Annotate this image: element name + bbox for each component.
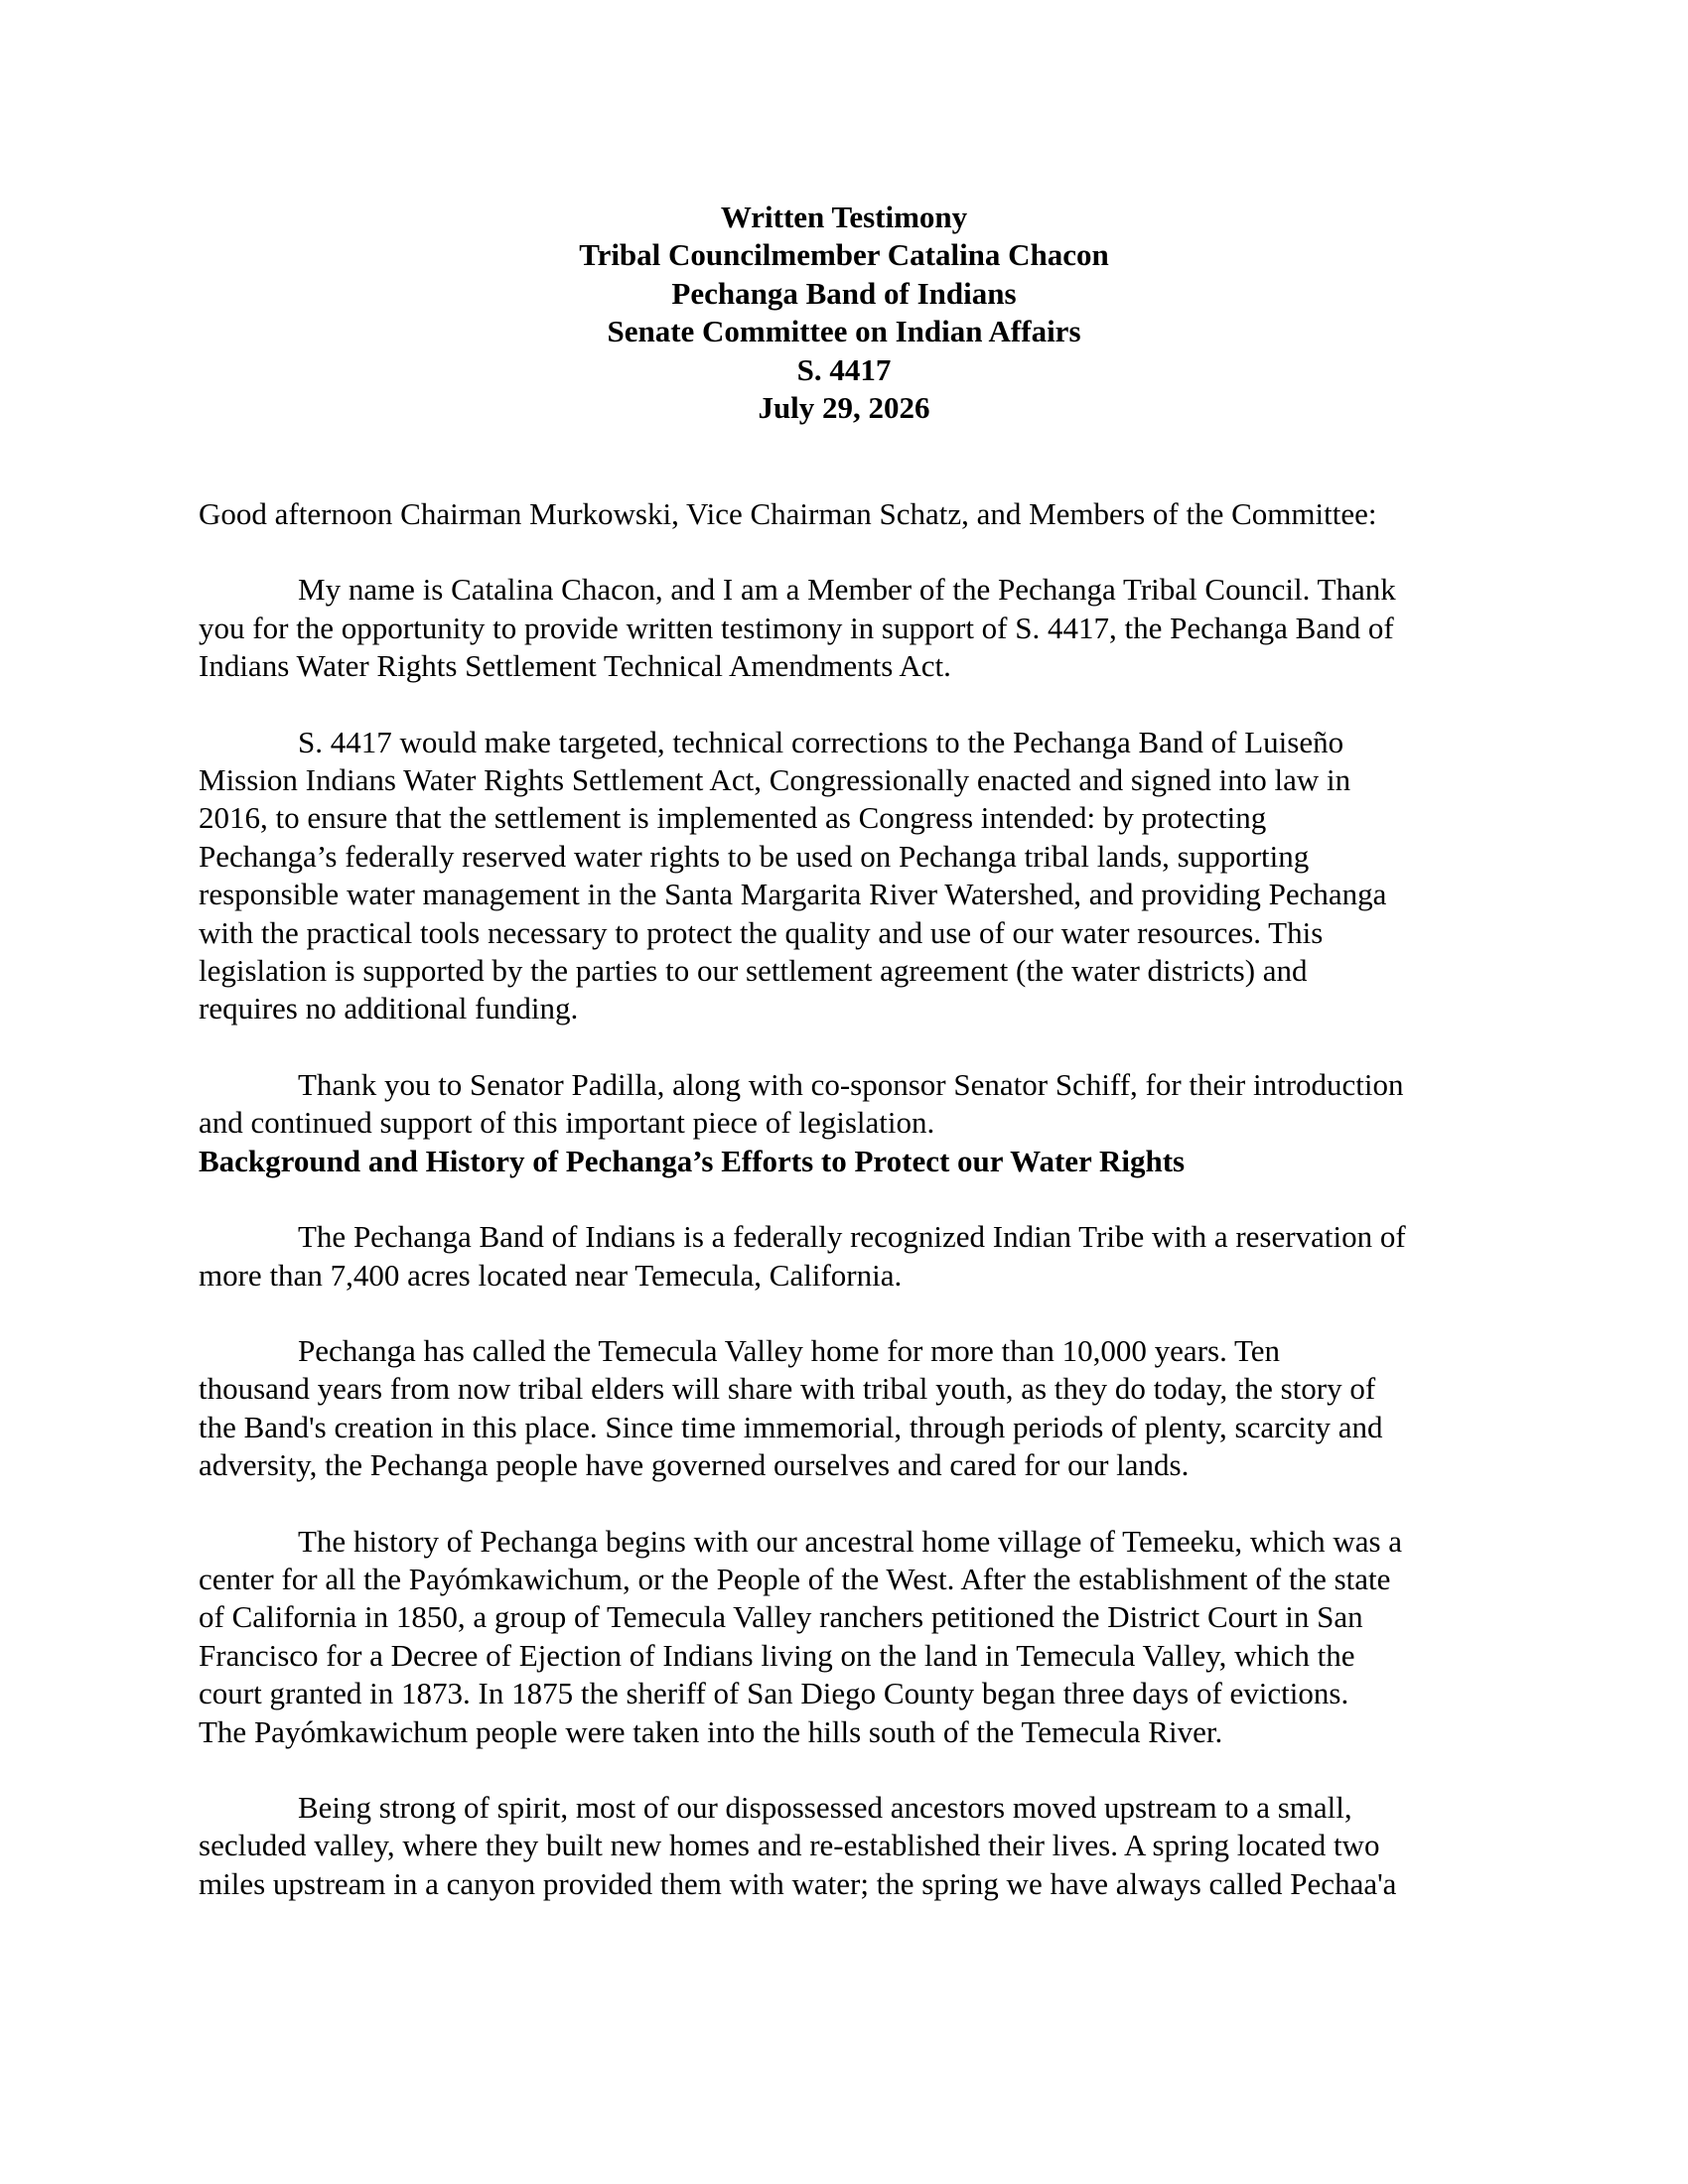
salutation-line: Good afternoon Chairman Murkowski, Vice Chairman Schatz, and Members of the Committee: bbox=[199, 496, 1377, 531]
text-line: adversity, the Pechanga people have governed ourselves and cared for our lands. bbox=[199, 1447, 1190, 1483]
text-line: Pechanga’s federally reserved water rights to be used on Pechanga tribal lands, supporting bbox=[199, 838, 1310, 874]
text-line: S. 4417 would make targeted, technical corrections to the Pechanga Band of Luiseño bbox=[298, 724, 1344, 759]
document-body bbox=[199, 495, 1489, 1903]
text-line: 2016, to ensure that the settlement is implemented as Congress intended: by protecting bbox=[199, 800, 1267, 836]
tribe-name: Pechanga Band of Indians bbox=[671, 275, 1017, 311]
paragraph-tribe-description bbox=[199, 1218, 1489, 1295]
text-line: The Pechanga Band of Indians is a federally recognized Indian Tribe with a reservation of bbox=[298, 1219, 1406, 1255]
text-line: with the practical tools necessary to protect the quality and use of our water resources. This bbox=[199, 914, 1324, 950]
testimony-date: July 29, 2026 bbox=[758, 390, 930, 426]
text-line: center for all the Payómkawichum, or the People of the West. After the establishment of the state bbox=[199, 1561, 1391, 1596]
bill-number: S. 4417 bbox=[796, 351, 892, 387]
text-line: legislation is supported by the parties to our settlement agreement (the water districts) and bbox=[199, 953, 1308, 989]
text-line: Being strong of spirit, most of our dispossessed ancestors moved upstream to a small, bbox=[298, 1789, 1352, 1825]
paragraph-introduction bbox=[199, 571, 1489, 685]
witness-name: Tribal Councilmember Catalina Chacon bbox=[579, 237, 1109, 273]
testimony-header bbox=[0, 199, 1688, 427]
text-line: Pechanga has called the Temecula Valley home for more than 10,000 years. Ten bbox=[298, 1332, 1281, 1368]
salutation bbox=[199, 495, 1489, 533]
text-line: thousand years from now tribal elders will share with tribal youth, as they do today, the story of bbox=[199, 1371, 1376, 1407]
text-line: miles upstream in a canyon provided them with water; the spring we have always called Pechaa'a bbox=[199, 1865, 1397, 1901]
paragraph-temeeku-history bbox=[199, 1523, 1489, 1751]
text-line: Francisco for a Decree of Ejection of Indians living on the land in Temecula Valley, which the bbox=[199, 1637, 1355, 1673]
text-line: Mission Indians Water Rights Settlement Act, Congressionally enacted and signed into law in bbox=[199, 762, 1351, 798]
text-line: Indians Water Rights Settlement Technical Amendments Act. bbox=[199, 648, 951, 684]
text-line: and continued support of this important piece of legislation. bbox=[199, 1105, 935, 1141]
text-line: The Payómkawichum people were taken into the hills south of the Temecula River. bbox=[199, 1713, 1223, 1749]
paragraph-resettlement bbox=[199, 1789, 1489, 1903]
text-line: Thank you to Senator Padilla, along with co-sponsor Senator Schiff, for their introduction bbox=[298, 1066, 1404, 1102]
text-line: of California in 1850, a group of Temecula Valley ranchers petitioned the District Court in San bbox=[199, 1599, 1363, 1635]
committee-name: Senate Committee on Indian Affairs bbox=[607, 314, 1081, 349]
document-title: Written Testimony bbox=[720, 200, 968, 234]
paragraph-valley-history bbox=[199, 1332, 1489, 1485]
text-line: you for the opportunity to provide written testimony in support of S. 4417, the Pechanga Band of bbox=[199, 610, 1394, 645]
paragraph-acknowledgement bbox=[199, 1066, 1489, 1143]
text-line: responsible water management in the Santa Margarita River Watershed, and providing Pechanga bbox=[199, 877, 1387, 912]
text-line: more than 7,400 acres located near Temecula, California. bbox=[199, 1257, 903, 1293]
text-line: My name is Catalina Chacon, and I am a Member of the Pechanga Tribal Council. Thank bbox=[298, 572, 1396, 608]
text-line: requires no additional funding. bbox=[199, 991, 579, 1026]
text-line: secluded valley, where they built new homes and re-established their lives. A spring located two bbox=[199, 1828, 1380, 1863]
text-line: The history of Pechanga begins with our ancestral home village of Temeeku, which was a bbox=[298, 1523, 1403, 1559]
section-heading-text: Background and History of Pechanga’s Efforts to Protect our Water Rights bbox=[199, 1143, 1186, 1178]
text-line: court granted in 1873. In 1875 the sheriff of San Diego County began three days of evictions. bbox=[199, 1676, 1349, 1711]
paragraph-bill-summary bbox=[199, 724, 1489, 1028]
text-line: the Band's creation in this place. Since time immemorial, through periods of plenty, scarcity and bbox=[199, 1409, 1383, 1444]
section-heading bbox=[199, 1143, 1489, 1180]
